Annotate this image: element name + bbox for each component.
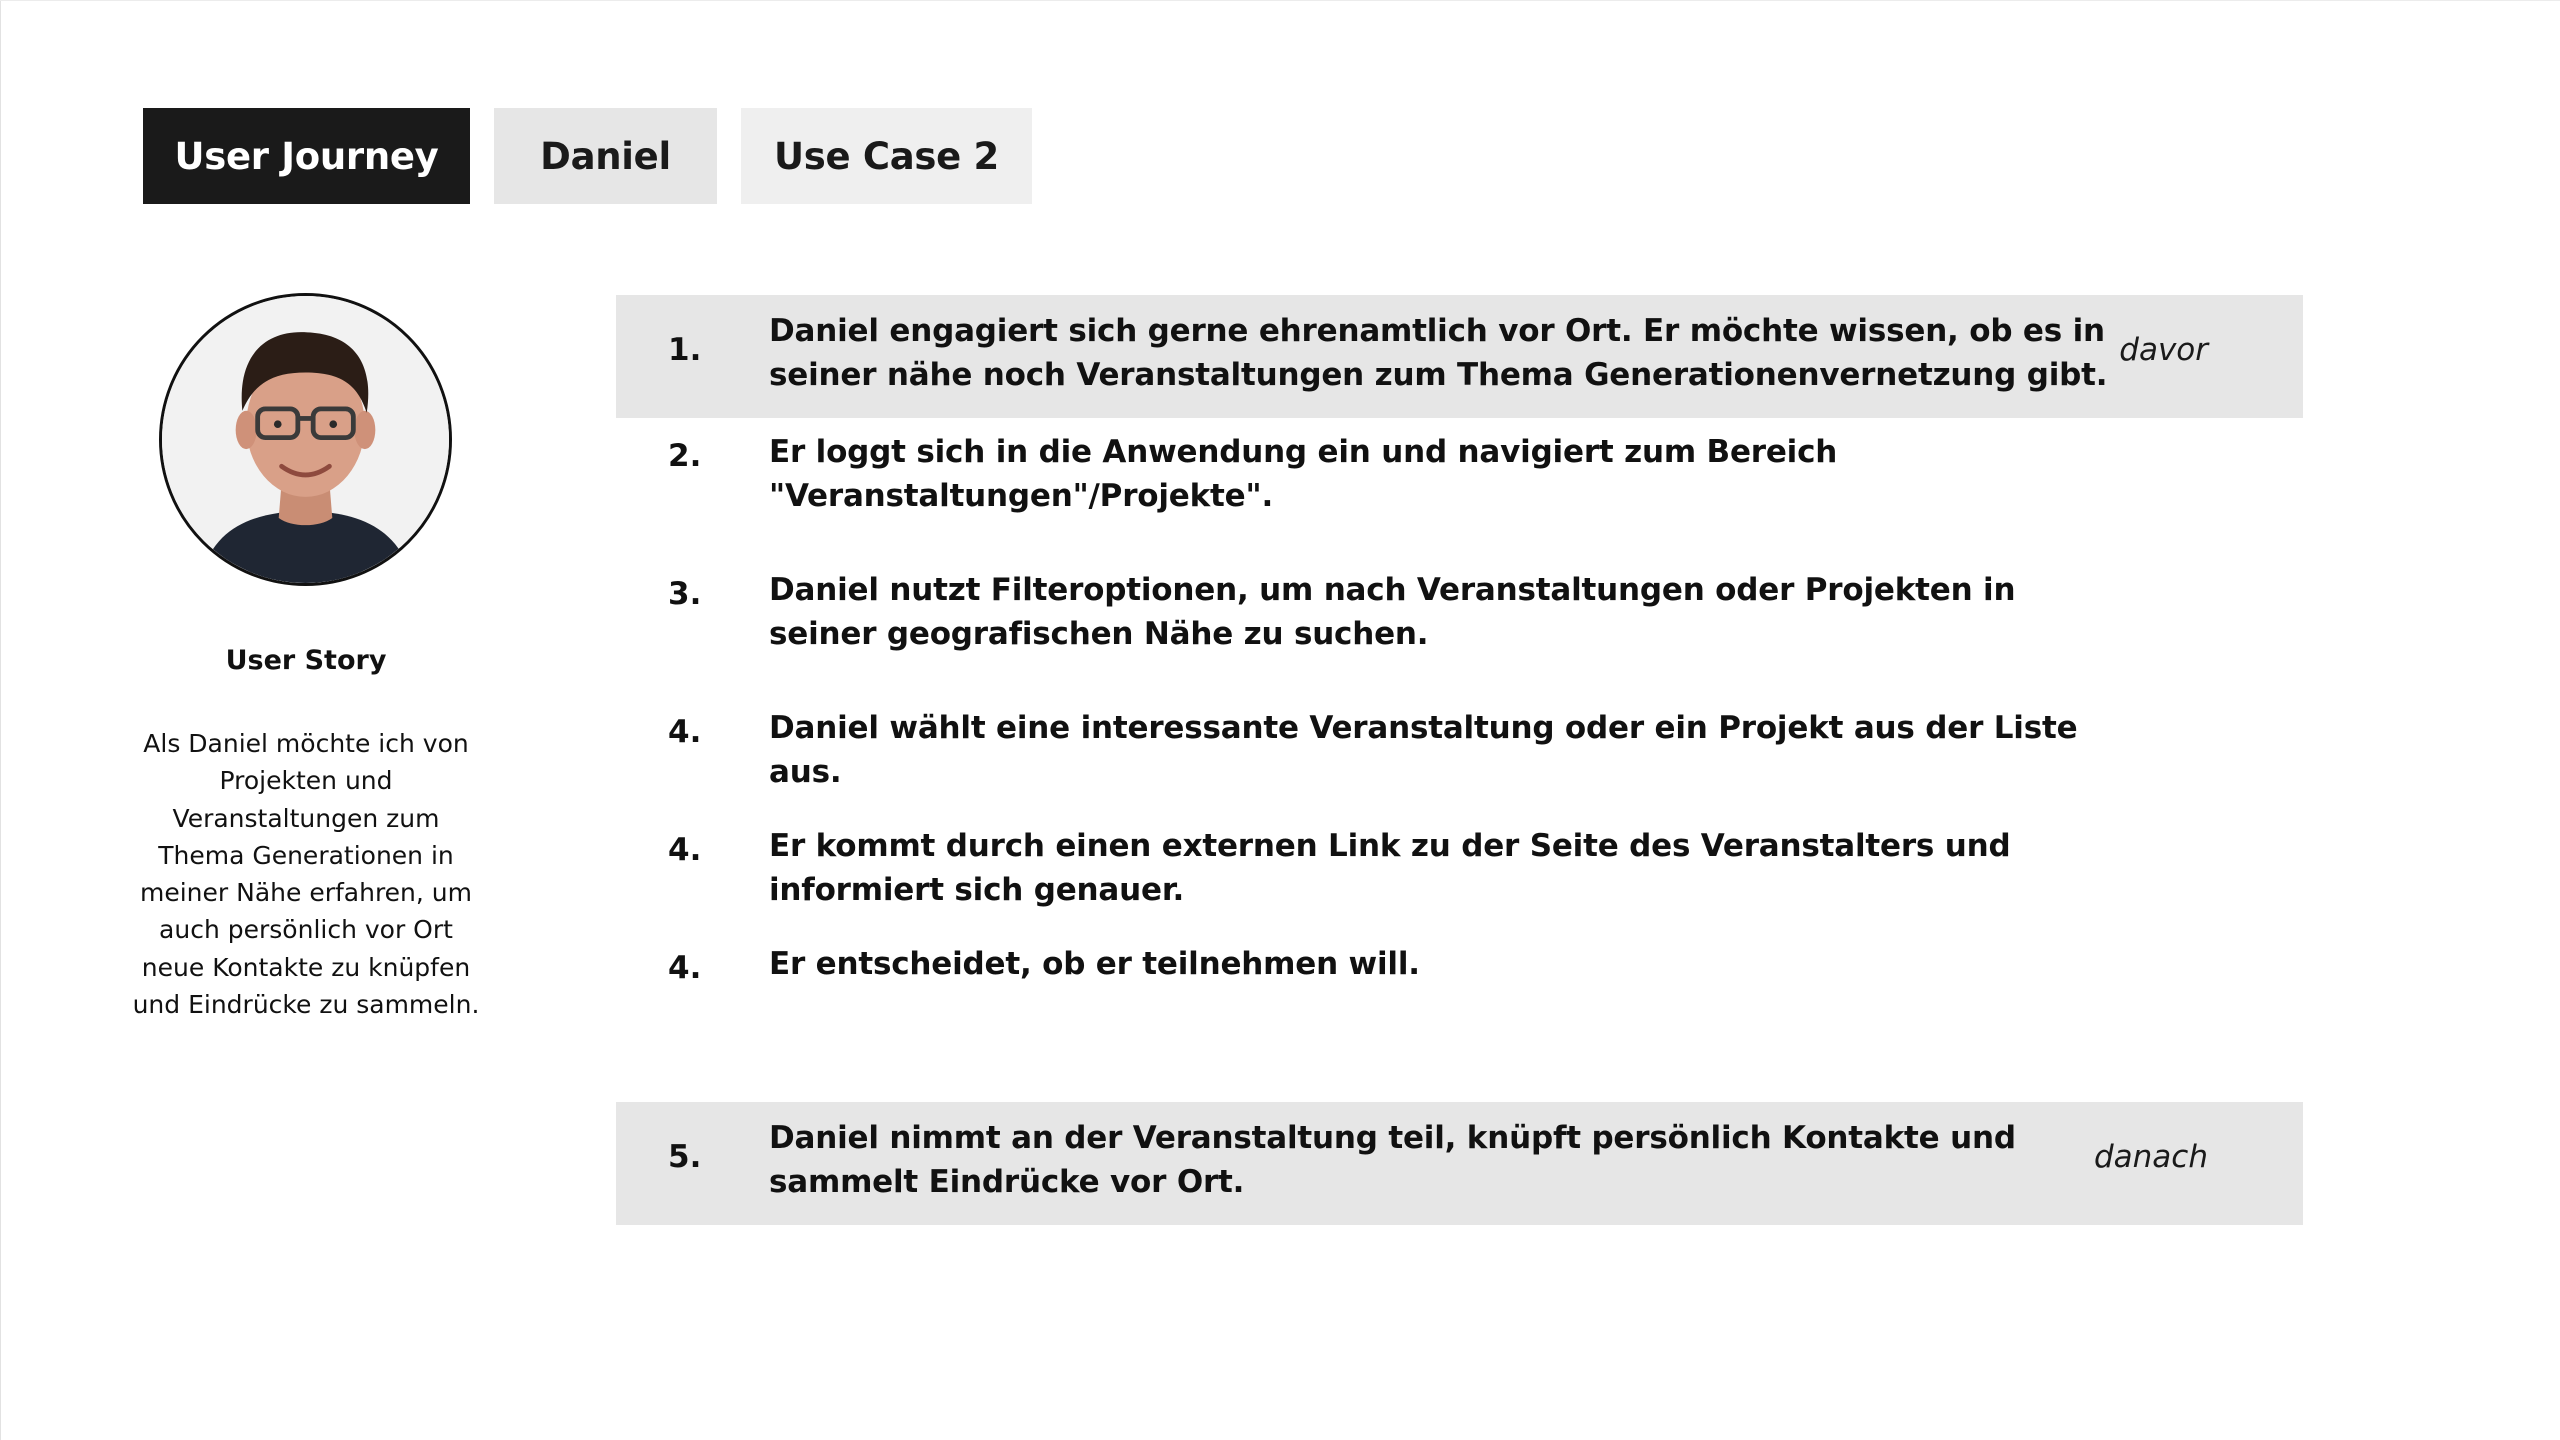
step-number: 2. bbox=[668, 438, 702, 474]
tab-daniel[interactable]: Daniel bbox=[494, 108, 717, 204]
tab-use-case-2[interactable]: Use Case 2 bbox=[741, 108, 1032, 204]
step-number: 3. bbox=[668, 576, 702, 612]
step-text: Daniel nutzt Filteroptionen, um nach Veranstaltungen oder Projekten in seiner geografischen Nähe zu suchen. bbox=[769, 572, 2016, 652]
journey-step-2 bbox=[616, 418, 2303, 556]
step-number: 4. bbox=[668, 714, 702, 750]
step-text: Er kommt durch einen externen Link zu der Seite des Veranstalters und informiert sich genauer. bbox=[769, 828, 2011, 908]
journey-step-4a bbox=[616, 694, 2303, 812]
journey-step-1 bbox=[616, 295, 2303, 418]
step-number: 4. bbox=[668, 832, 702, 868]
journey-steps bbox=[616, 295, 2303, 1225]
step-number: 1. bbox=[668, 332, 702, 368]
user-story-title: User Story bbox=[225, 645, 387, 676]
step-text: Daniel engagiert sich gerne ehrenamtlich vor Ort. Er möchte wissen, ob es in seiner nähe noch Veranstaltungen zum Thema Generationenvernetzung gibt. bbox=[769, 313, 2108, 393]
user-story-text: Als Daniel möchte ich von Projekten und Veranstaltungen zum Thema Generationen in meiner Nähe erfahren, um auch persönlich vor Ort neue Kontakte zu knüpfen und Eindrücke zu sammeln. bbox=[132, 729, 480, 1020]
step-text: Er entscheidet, ob er teilnehmen will. bbox=[769, 946, 1420, 982]
frame-left-border bbox=[0, 0, 1, 1440]
person-photo-avatar-icon bbox=[159, 293, 452, 586]
step-phase-tag: davor bbox=[2119, 332, 2208, 368]
journey-step-4c bbox=[616, 930, 2303, 1102]
journey-step-4b bbox=[616, 812, 2303, 930]
step-text: Daniel wählt eine interessante Veranstaltung oder ein Projekt aus der Liste aus. bbox=[769, 710, 2078, 790]
step-number: 5. bbox=[668, 1139, 702, 1175]
tab-user-journey[interactable]: User Journey bbox=[143, 108, 470, 204]
step-text: Daniel nimmt an der Veranstaltung teil, knüpft persönlich Kontakte und sammelt Eindrücke vor Ort. bbox=[769, 1120, 2016, 1200]
step-number: 4. bbox=[668, 950, 702, 986]
journey-step-3 bbox=[616, 556, 2303, 694]
journey-step-5 bbox=[616, 1102, 2303, 1225]
step-text: Er loggt sich in die Anwendung ein und navigiert zum Bereich "Veranstaltungen"/Projekte". bbox=[769, 434, 1838, 514]
frame-top-border bbox=[0, 0, 2560, 1]
tab-bar bbox=[143, 108, 1032, 204]
step-phase-tag: danach bbox=[2093, 1139, 2208, 1175]
